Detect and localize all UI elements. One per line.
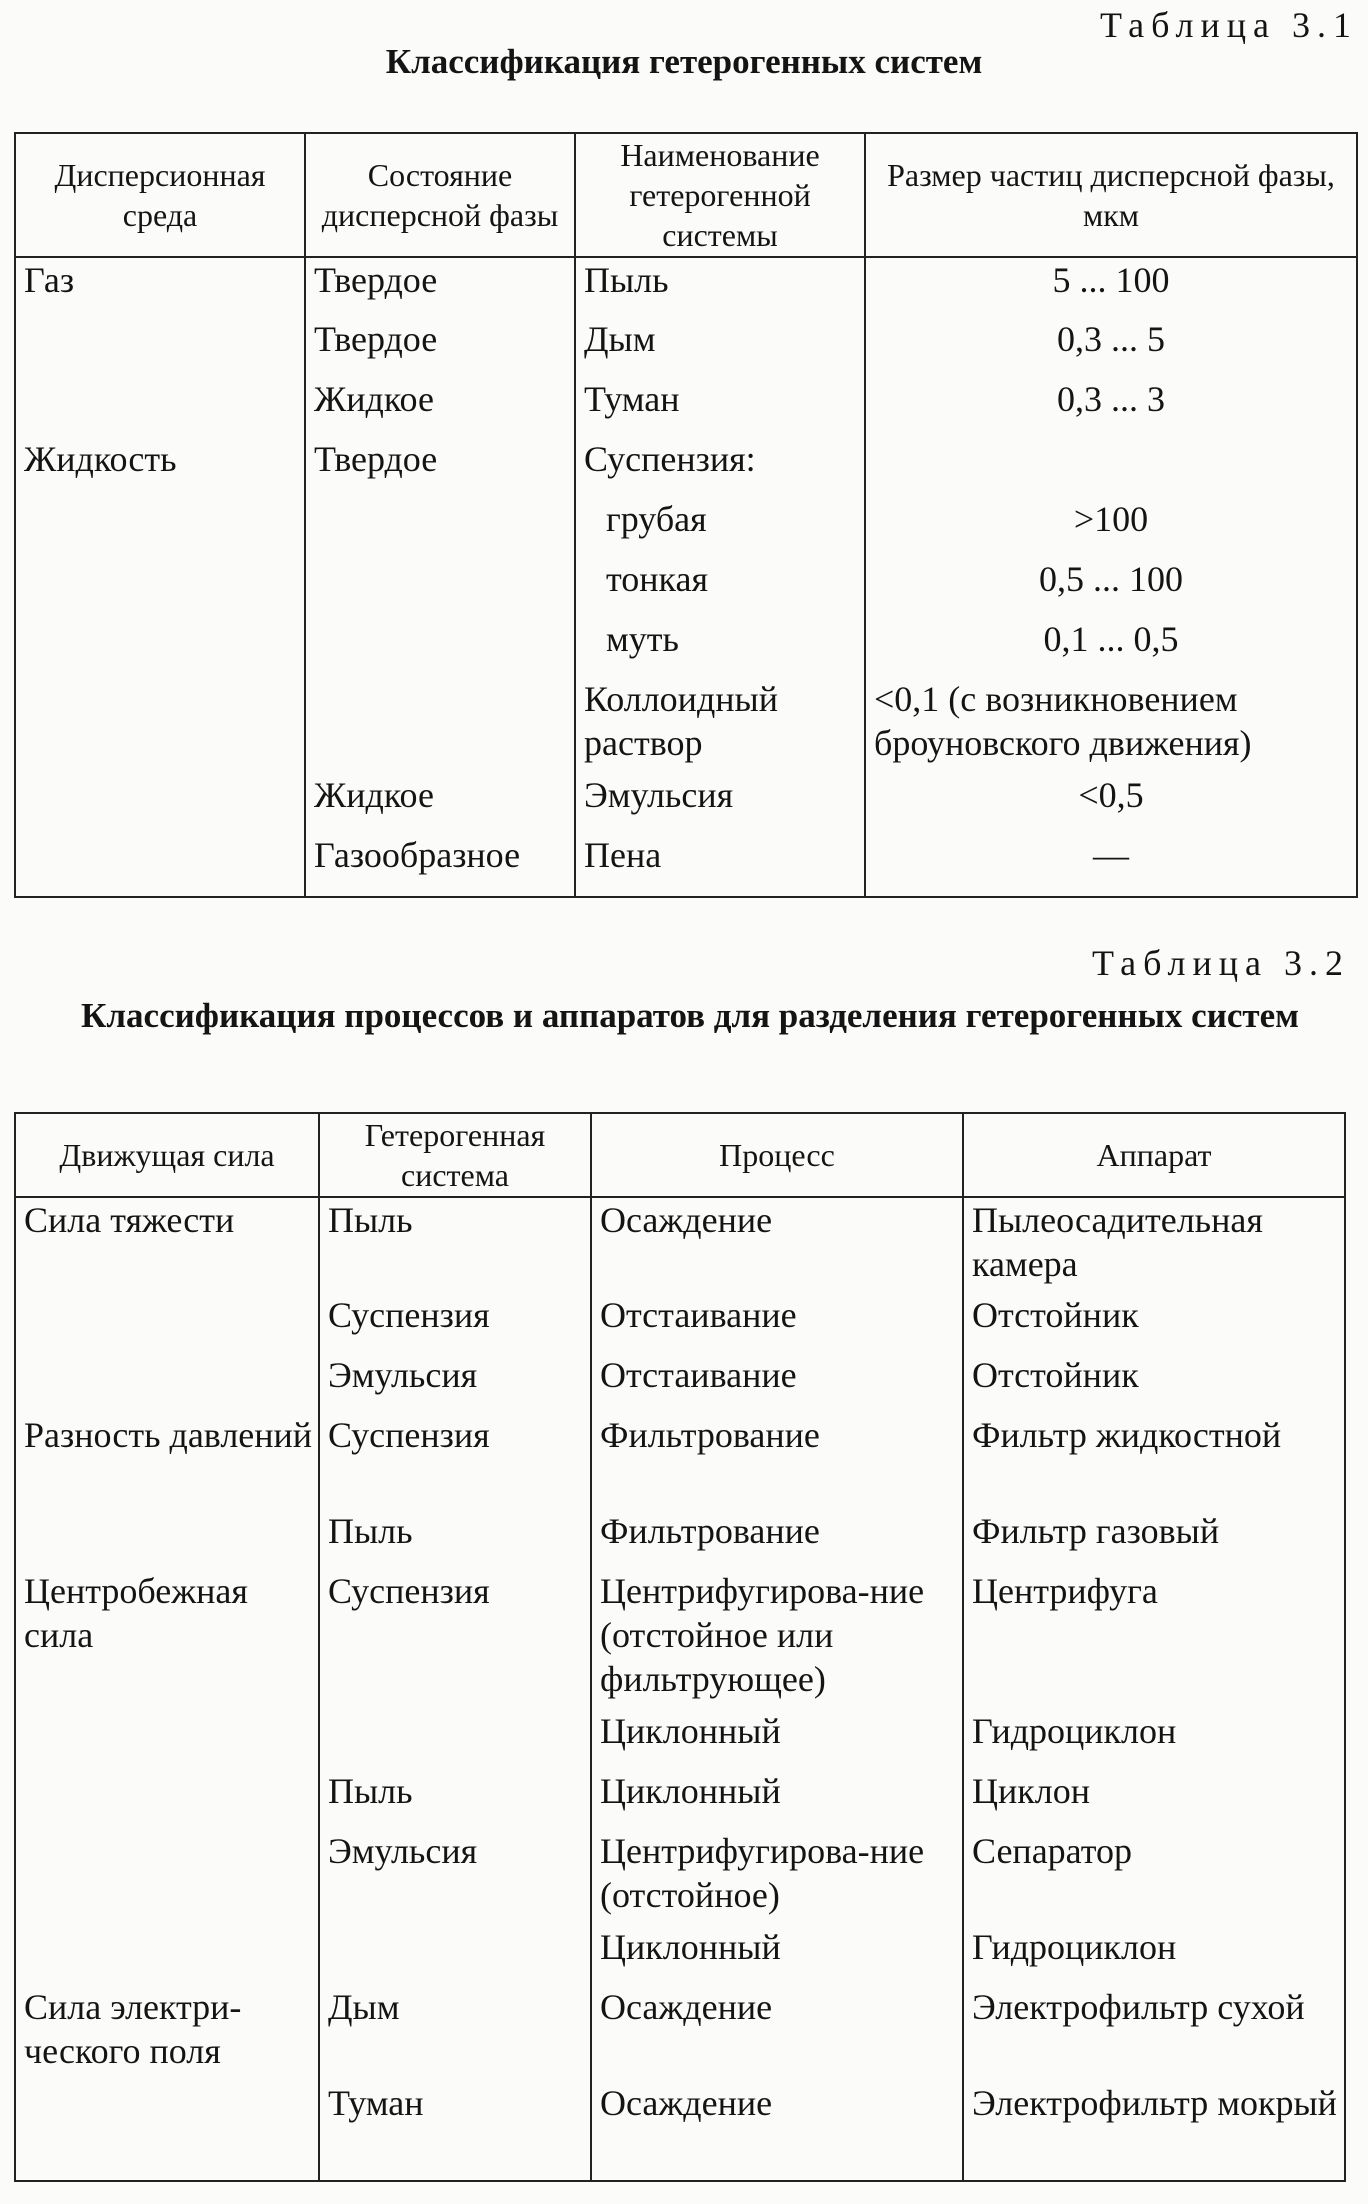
table1-cell [15, 377, 305, 437]
table2-cell [15, 1769, 319, 1829]
table2-cell [15, 2081, 319, 2181]
table2-cell: Циклонный [591, 1709, 963, 1769]
table-row [15, 1769, 1345, 1829]
table1-header: Наименование гетерогенной системы [575, 133, 865, 257]
table1-cell: Пена [575, 833, 865, 897]
table-row [15, 1197, 1345, 1293]
table2-cell [15, 1709, 319, 1769]
table2-cell: Пыль [319, 1769, 591, 1829]
table1-cell [15, 317, 305, 377]
table1-header: Размер частиц дисперсной фазы, мкм [865, 133, 1357, 257]
table1-header: Состояние дисперсной фазы [305, 133, 575, 257]
table1-caption: Таблица 3.1 [1100, 5, 1358, 45]
table1-cell [15, 677, 305, 773]
table2-cell: Осаждение [591, 1197, 963, 1293]
table1-cell: Жидкость [15, 437, 305, 497]
table1-cell: <0,5 [865, 773, 1357, 833]
table2-cell: Центрифуга [963, 1569, 1345, 1709]
table1-cell: 5 ... 100 [865, 257, 1357, 317]
table1-cell: Жидкое [305, 377, 575, 437]
table2-cell [319, 1709, 591, 1769]
table2-header: Движущая сила [15, 1113, 319, 1197]
table2-cell: Эмульсия [319, 1829, 591, 1925]
table1-cell: грубая [575, 497, 865, 557]
table1-cell [15, 557, 305, 617]
table2-cell [15, 1293, 319, 1353]
table1-cell [305, 617, 575, 677]
table2-cell: Центрифугирова-ние (отстойное) [591, 1829, 963, 1925]
table-row [15, 1509, 1345, 1569]
table1-cell: Дым [575, 317, 865, 377]
table1-cell: Туман [575, 377, 865, 437]
table-row [15, 1829, 1345, 1925]
table2-cell: Разность давлений [15, 1413, 319, 1509]
table2 [14, 1112, 1346, 2182]
table2-cell: Дым [319, 1985, 591, 2081]
table2-cell [319, 1925, 591, 1985]
table1-cell: 0,5 ... 100 [865, 557, 1357, 617]
table-row [15, 1413, 1345, 1509]
table1-cell: Коллоидный раствор [575, 677, 865, 773]
table2-cell: Сепаратор [963, 1829, 1345, 1925]
table2-cell: Гидроциклон [963, 1709, 1345, 1769]
table2-cell [15, 1925, 319, 1985]
table-row [15, 497, 1357, 557]
table2-cell: Центробежная сила [15, 1569, 319, 1709]
table2-cell [15, 1353, 319, 1413]
table1-cell: 0,3 ... 3 [865, 377, 1357, 437]
table2-cell: Фильтрование [591, 1509, 963, 1569]
table2-cell: Сила тяжести [15, 1197, 319, 1293]
table-row [15, 773, 1357, 833]
table1-cell: 0,1 ... 0,5 [865, 617, 1357, 677]
table2-cell: Сила электри-ческого поля [15, 1985, 319, 2081]
table1-cell: <0,1 (с возникновением броуновского движения) [865, 677, 1357, 773]
table-row [15, 833, 1357, 897]
table1-cell: >100 [865, 497, 1357, 557]
table2-cell: Суспензия [319, 1569, 591, 1709]
table-row [15, 1709, 1345, 1769]
table1-cell [15, 833, 305, 897]
table1-cell: Эмульсия [575, 773, 865, 833]
table2-cell: Отстойник [963, 1353, 1345, 1413]
table2-header-row [15, 1113, 1345, 1197]
table2-cell: Суспензия [319, 1293, 591, 1353]
table1-cell [305, 497, 575, 557]
table1-cell: Жидкое [305, 773, 575, 833]
table2-cell: Пыль [319, 1509, 591, 1569]
table1-cell: Твердое [305, 257, 575, 317]
table1-cell: — [865, 833, 1357, 897]
table-row [15, 1353, 1345, 1413]
table2-cell: Отстаивание [591, 1353, 963, 1413]
table-row [15, 1985, 1345, 2081]
table-row [15, 437, 1357, 497]
table2-cell: Циклонный [591, 1925, 963, 1985]
table2-header: Гетерогенная система [319, 1113, 591, 1197]
table2-title: Классификация процессов и аппаратов для разделения гетерогенных систем [81, 996, 1299, 1035]
table2-cell: Осаждение [591, 1985, 963, 2081]
table-row [15, 257, 1357, 317]
table2-cell: Фильтр газовый [963, 1509, 1345, 1569]
table1-cell [305, 677, 575, 773]
table1-cell: Твердое [305, 317, 575, 377]
table2-header: Аппарат [963, 1113, 1345, 1197]
table2-header: Процесс [591, 1113, 963, 1197]
table1-cell: Пыль [575, 257, 865, 317]
table1-cell: Газ [15, 257, 305, 317]
table-row [15, 377, 1357, 437]
table2-cell: Пылеосадительная камера [963, 1197, 1345, 1293]
table1-cell [865, 437, 1357, 497]
table2-cell [15, 1509, 319, 1569]
table1-cell [15, 497, 305, 557]
table2-cell: Центрифугирова-ние (отстойное или фильтрующее) [591, 1569, 963, 1709]
table-row [15, 677, 1357, 773]
table2-cell: Отстойник [963, 1293, 1345, 1353]
table1-header-row [15, 133, 1357, 257]
table1-cell: муть [575, 617, 865, 677]
table2-cell: Электрофильтр сухой [963, 1985, 1345, 2081]
table2-cell: Циклонный [591, 1769, 963, 1829]
table2-cell: Туман [319, 2081, 591, 2181]
table1-cell: Суспензия: [575, 437, 865, 497]
table1-header: Дисперсионная среда [15, 133, 305, 257]
table-row [15, 617, 1357, 677]
table1-cell [15, 773, 305, 833]
table1-cell: Газообразное [305, 833, 575, 897]
table1 [14, 132, 1358, 898]
table2-cell: Осаждение [591, 2081, 963, 2181]
table1-cell [305, 557, 575, 617]
table2-cell [15, 1829, 319, 1925]
table1-cell [15, 617, 305, 677]
table1-cell: тонкая [575, 557, 865, 617]
table2-cell: Суспензия [319, 1413, 591, 1509]
table2-caption: Таблица 3.2 [1092, 943, 1350, 983]
table-row [15, 2081, 1345, 2181]
table-row [15, 317, 1357, 377]
table-row [15, 557, 1357, 617]
table2-cell: Фильтр жидкостной [963, 1413, 1345, 1509]
table-row [15, 1925, 1345, 1985]
table2-cell: Отстаивание [591, 1293, 963, 1353]
table1-cell: 0,3 ... 5 [865, 317, 1357, 377]
table1-title: Классификация гетерогенных систем [385, 42, 983, 81]
table-row [15, 1569, 1345, 1709]
table2-cell: Эмульсия [319, 1353, 591, 1413]
table2-cell: Циклон [963, 1769, 1345, 1829]
table2-cell: Гидроциклон [963, 1925, 1345, 1985]
table2-cell: Пыль [319, 1197, 591, 1293]
table1-cell: Твердое [305, 437, 575, 497]
table2-cell: Электрофильтр мокрый [963, 2081, 1345, 2181]
table2-cell: Фильтрование [591, 1413, 963, 1509]
table-row [15, 1293, 1345, 1353]
